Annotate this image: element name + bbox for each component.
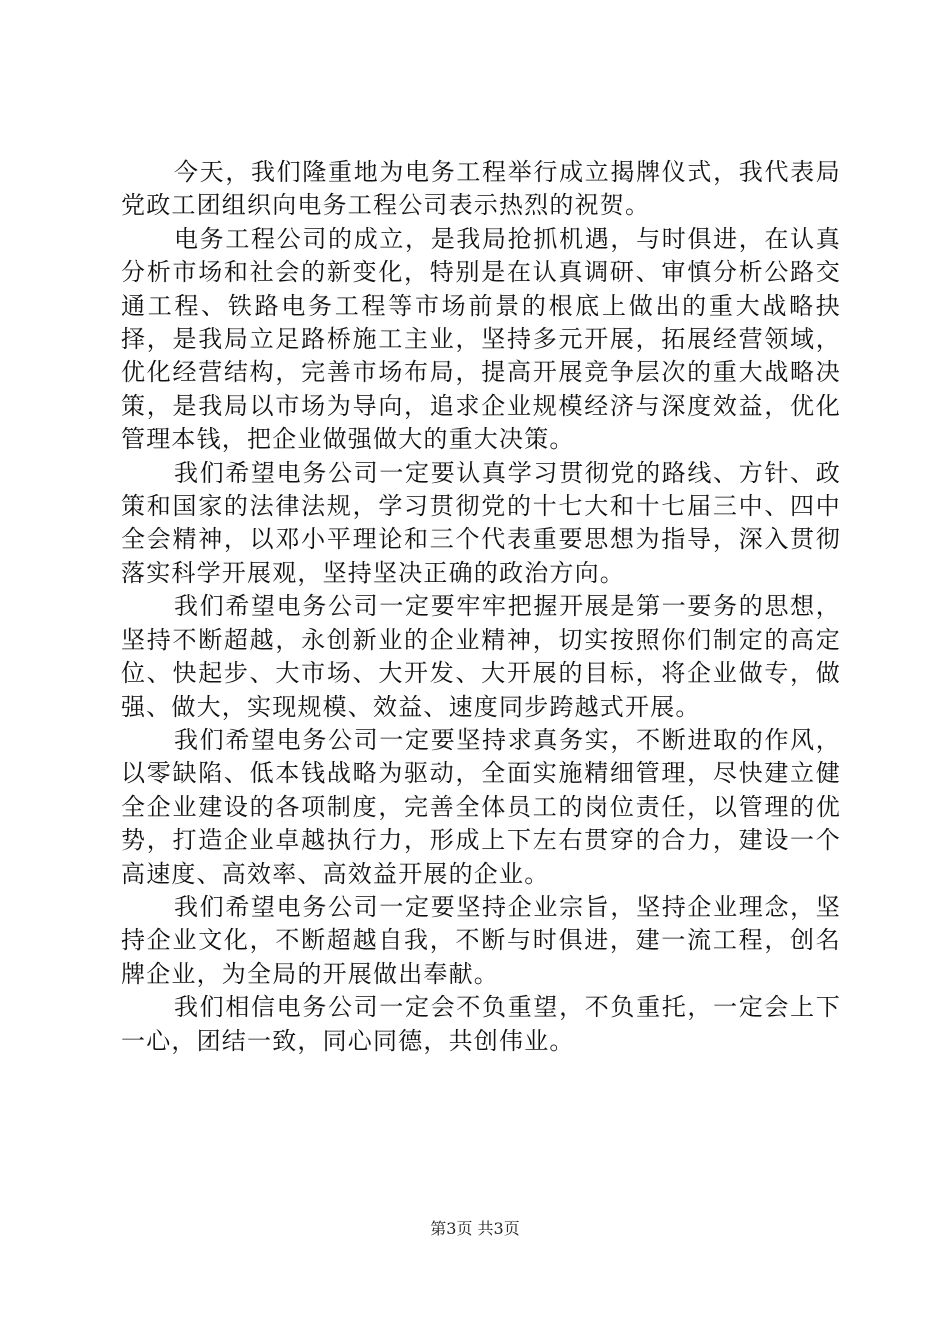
paragraph-7: 我们相信电务公司一定会不负重望，不负重托，一定会上下一心，团结一致，同心同德，共创伟业。 xyxy=(121,993,841,1055)
paragraph-3: 我们希望电务公司一定要认真学习贯彻党的路线、方针、政策和国家的法律法规，学习贯彻党的十七大和十七届三中、四中全会精神，以邓小平理论和三个代表重要思想为指导，深入贯彻落实科学开展观，坚持坚决正确的政治方向。 xyxy=(121,458,841,587)
page-footer: 第3页 共3页 xyxy=(430,1219,520,1238)
paragraph-6: 我们希望电务公司一定要坚持企业宗旨，坚持企业理念，坚持企业文化，不断超越自我，不断与时俱进，建一流工程，创名牌企业，为全局的开展做出奉献。 xyxy=(121,892,841,988)
document-body xyxy=(121,156,841,1058)
paragraph-1: 今天，我们隆重地为电务工程举行成立揭牌仪式，我代表局党政工团组织向电务工程公司表示热烈的祝贺。 xyxy=(121,158,841,220)
paragraph-5: 我们希望电务公司一定要坚持求真务实，不断进取的作风，以零缺陷、低本钱战略为驱动，全面实施精细管理，尽快建立健全企业建设的各项制度，完善全体员工的岗位责任，以管理的优势，打造企业卓越执行力，形成上下左右贯穿的合力，建设一个高速度、高效率、高效益开展的企业。 xyxy=(121,725,841,888)
paragraph-4: 我们希望电务公司一定要牢牢把握开展是第一要务的思想，坚持不断超越，永创新业的企业精神，切实按照你们制定的高定位、快起步、大市场、大开发、大开展的目标，将企业做专，做强、做大，实现规模、效益、速度同步跨越式开展。 xyxy=(121,592,841,721)
paragraph-2: 电务工程公司的成立，是我局抢抓机遇，与时俱进，在认真分析市场和社会的新变化，特别是在认真调研、审慎分析公路交通工程、铁路电务工程等市场前景的根底上做出的重大战略抉择，是我局立足路桥施工主业，坚持多元开展，拓展经营领域，优化经营结构，完善市场布局，提高开展竞争层次的重大战略决策，是我局以市场为导向，追求企业规模经济与深度效益，优化管理本钱，把企业做强做大的重大决策。 xyxy=(121,224,841,454)
